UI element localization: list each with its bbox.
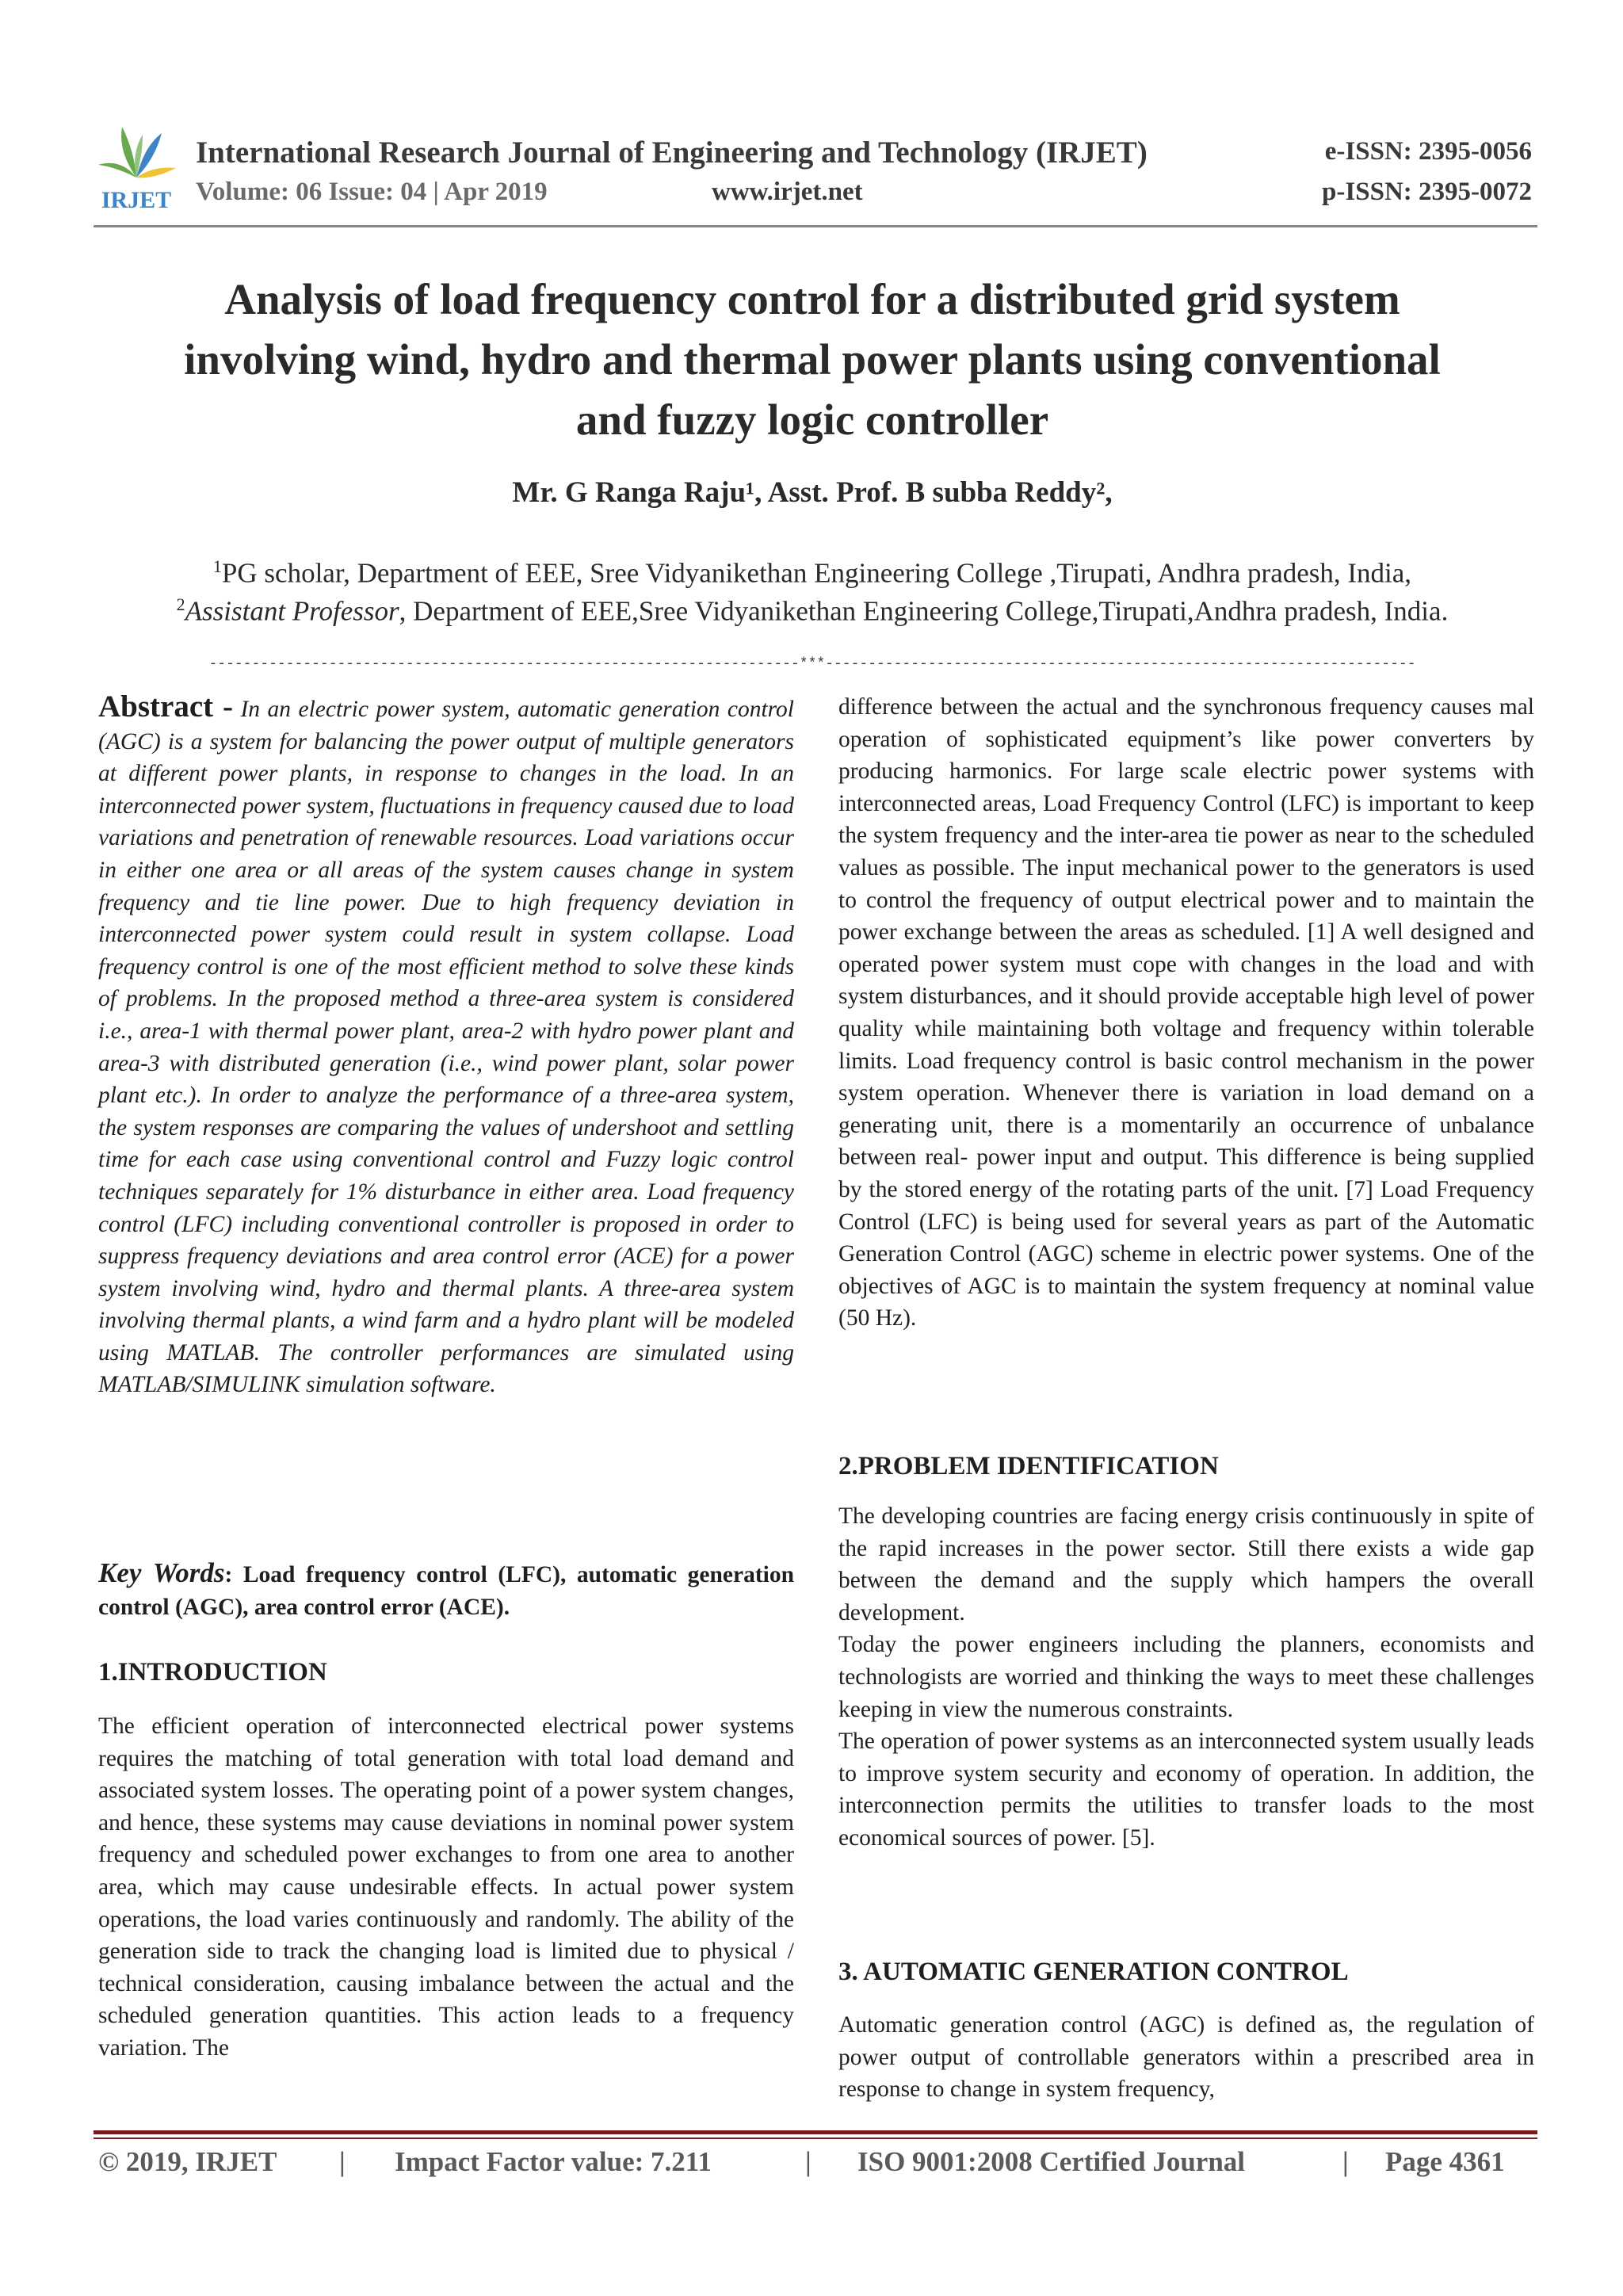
volume-issue: Volume: 06 Issue: 04 | Apr 2019 xyxy=(196,178,548,206)
footer-separator: | xyxy=(1342,2146,1349,2177)
introduction-text: The efficient operation of interconnected electrical power systems requires the matching of total generation with total load demand and associated system losses. The operating point of a power system changes, and hence, these systems may cause deviations in nominal power system frequency and scheduled power exchanges to from one area to another area, which may cause undesirable effects. In actual power system operations, the load varies continuously and randomly. The ability of the generation side to track the changing load is limited due to physical / technical consideration, causing imbalance between the actual and the scheduled generation quantities. This action leads to a frequency variation. The xyxy=(98,1713,794,2061)
p-issn: p-ISSN: 2395-0072 xyxy=(1322,178,1532,206)
abstract-text: In an electric power system, automatic generation control (AGC) is a system for balancing the power output of multiple generators at different power plants, in response to changes in the load. In an interconnected power system, fluctuations in frequency caused due to load variations and penetration of renewable resources. Load variations occur in either one area or all areas of the system causes change in system frequency and tie line power. Due to high frequency deviation in interconnected power system could result in system collapse. Load frequency control is one of the most efficient method to solve these kinds of problems. In the proposed method a three-area system is considered i.e., area-1 with thermal power plant, area-2 with hydro power plant and area-3 with distributed generation (i.e., wind power plant, solar power plant etc.). In order to analyze the performance of a three-area system, the system responses are comparing the values of undershoot and settling time for each case using conventional control and Fuzzy logic control techniques separately for 1% disturbance in either area. Load frequency control (LFC) including conventional controller is proposed in order to suppress frequency deviations and area control error (ACE) for a power system involving wind, hydro and thermal plants. A three-area system involving thermal plants, a wind farm and a hydro plant will be modeled using MATLAB. The controller performances are simulated using MATLAB/SIMULINK simulation software. xyxy=(98,697,794,1398)
footer-page-number: Page 4361 xyxy=(1385,2146,1505,2177)
footer-copyright: © 2019, IRJET xyxy=(98,2146,277,2177)
keywords-text: : Load frequency control (LFC), automatic generation control (AGC), area control error (ACE). xyxy=(98,1562,794,1620)
problem-para-3: The operation of power systems as an interconnected system usually leads to improve system security and economy of operation. In addition, the interconnection permits the utilities to transfer loads to the most economical sources of power. [5]. xyxy=(838,1729,1534,1851)
header-rule xyxy=(94,225,1537,227)
irjet-logo xyxy=(95,116,178,214)
affiliation-1: $^1$PG scholar, Department of EEE, Sree Vidyanikethan Engineering College ,Tirupati, Andhra pradesh, India, xyxy=(212,556,1412,589)
agc-heading: 3. AUTOMATIC GENERATION CONTROL xyxy=(838,1958,1349,1986)
keywords-label: Key Words xyxy=(98,1557,225,1588)
introduction-continued: difference between the actual and the synchronous frequency causes mal operation of sophisticated equipment’s like power converters by producing harmonics. For large scale electric power systems with interconnected areas, Load Frequency Control (LFC) is important to keep the system frequency and the inter-area tie power as near to the scheduled values as possible. The input mechanical power to the generators is used to control the frequency of output electrical power and to maintain the power exchange between the areas as scheduled. [1] A well designed and operated power system must cope with changes in the load and with system disturbances, and it should provide acceptable high level of power quality while maintaining both voltage and frequency within tolerable limits. Load frequency control is basic control mechanism in the power system operation. Whenever there is variation in load demand on a generating unit, there is a momentarily an occurrence of unbalance between real- power input and output. This difference is being supplied by the stored energy of the rotating parts of the unit. [7] Load Frequency Control (LFC) is being used for several years as part of the Automatic Generation Control (AGC) scheme in electric power systems. One of the objectives of AGC is to maintain the system frequency at nominal value (50 Hz). xyxy=(838,694,1534,1331)
agc-text: Automatic generation control (AGC) is defined as, the regulation of power output of controllable generators within a prescribed area in response to change in system frequency, xyxy=(838,2012,1534,2103)
authors: Mr. G Ranga Raju¹, Asst. Prof. B subba Reddy², xyxy=(512,476,1113,509)
footer-rule-thin xyxy=(94,2137,1537,2139)
problem-para-1: The developing countries are facing energy crisis continuously in spite of the rapid increases in the power sector. Still there exists a wide gap between the demand and the supply which hampers the overall development. xyxy=(838,1503,1534,1626)
affiliation-2: $^2$Assistant Professor, Department of EEE,Sree Vidyanikethan Engineering College,Tirupati,Andhra pradesh, India. xyxy=(176,594,1449,627)
footer-rule xyxy=(94,2130,1537,2134)
footer-separator: | xyxy=(339,2146,346,2177)
problem-heading: 2.PROBLEM IDENTIFICATION xyxy=(838,1452,1219,1480)
e-issn: e-ISSN: 2395-0056 xyxy=(1324,137,1532,166)
footer-separator: | xyxy=(805,2146,812,2177)
introduction-heading: 1.INTRODUCTION xyxy=(98,1658,327,1687)
journal-website: www.irjet.net xyxy=(712,178,863,206)
journal-name: International Research Journal of Engineering and Technology (IRJET) xyxy=(196,136,1148,170)
svg-text:IRJET: IRJET xyxy=(101,187,172,213)
problem-text xyxy=(838,1500,1534,1855)
abstract xyxy=(98,691,794,1401)
problem-para-2: Today the power engineers including the planners, economists and technologists are worried and thinking the ways to meet these challenges keeping in view the numerous constraints. xyxy=(838,1632,1534,1722)
footer-iso: ISO 9001:2008 Certified Journal xyxy=(857,2146,1246,2177)
abstract-label: Abstract - xyxy=(98,690,233,724)
keywords xyxy=(98,1557,794,1623)
section-divider: ---------------------------------------------------------------------***--------------------------------------------------------------------- xyxy=(208,656,1416,672)
paper-title: Analysis of load frequency control for a distributed grid system involving wind, hydro and thermal power plants using conventional and fuzzy logic controller xyxy=(184,275,1441,444)
footer-impact-factor: Impact Factor value: 7.211 xyxy=(395,2146,712,2177)
